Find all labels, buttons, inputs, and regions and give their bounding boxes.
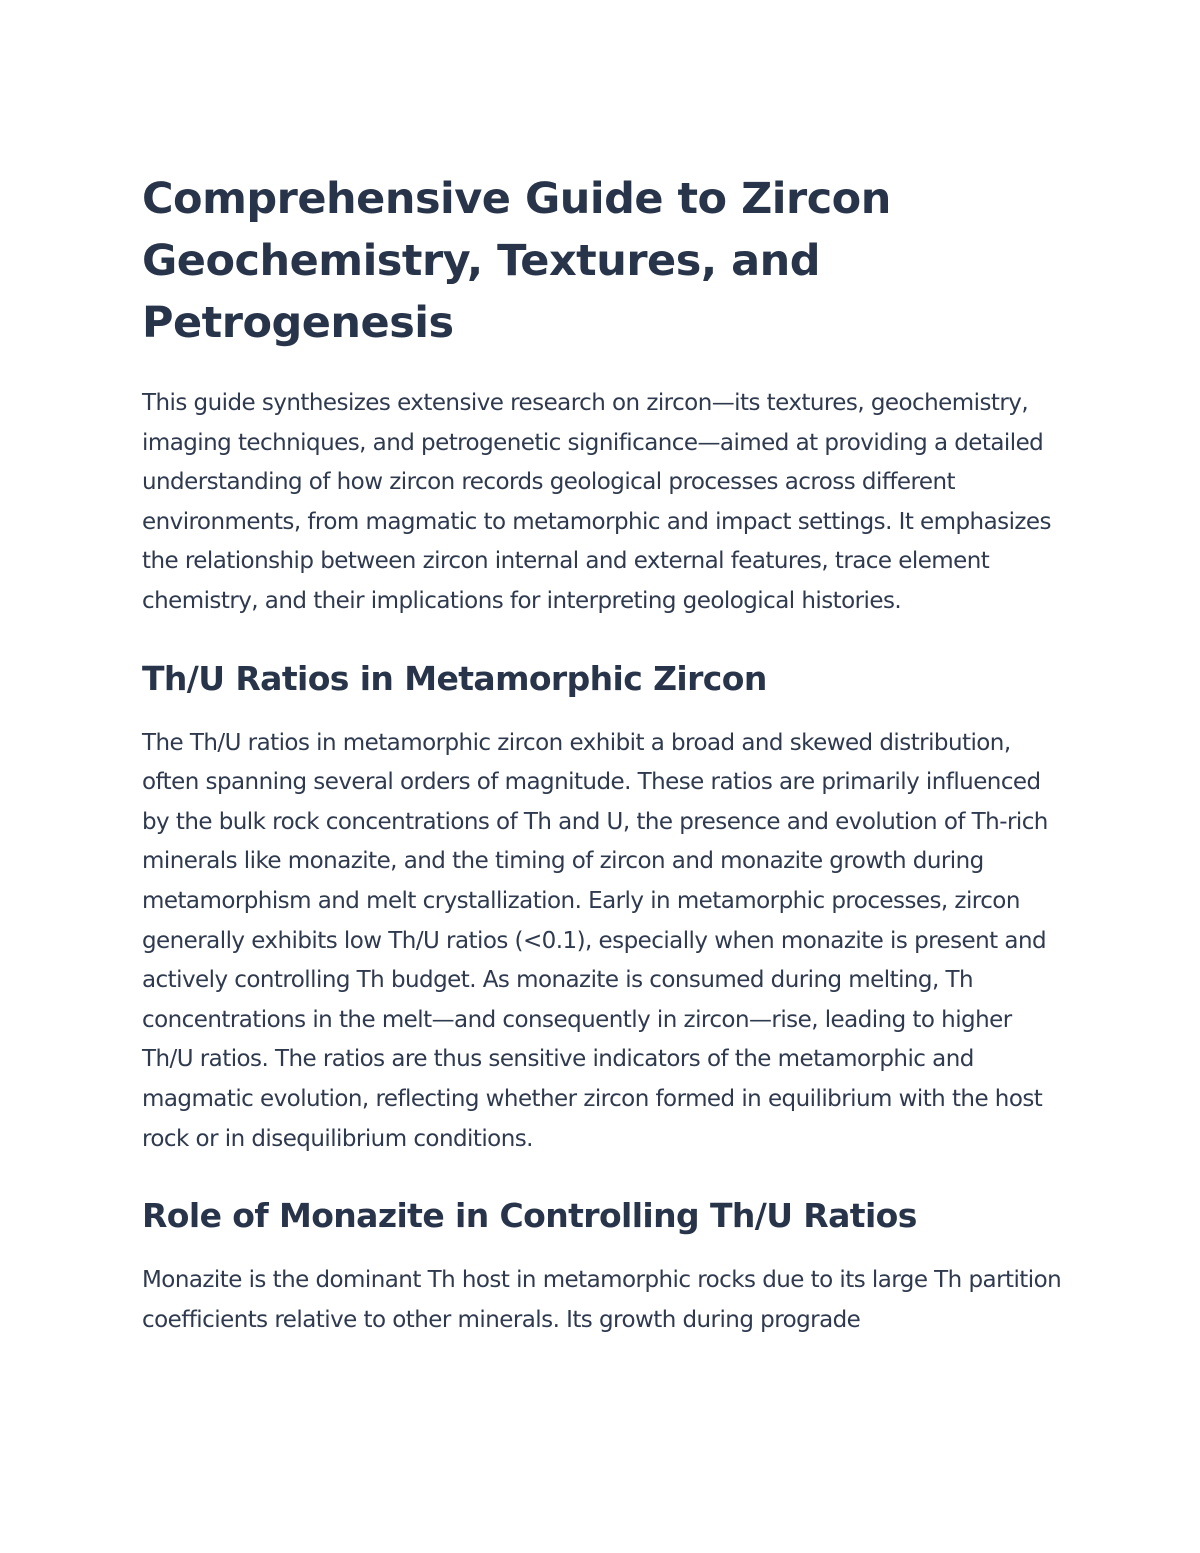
document-page xyxy=(142,168,1064,1340)
section-heading-monazite-role: Role of Monazite in Controlling Th/U Ratios xyxy=(142,1196,917,1236)
section-body-monazite-role: Monazite is the dominant Th host in metamorphic rocks due to its large Th partition coefficients relative to other minerals. Its growth during prograde xyxy=(142,1267,1062,1333)
intro-paragraph: This guide synthesizes extensive research on zircon—its textures, geochemistry, imaging techniques, and petrogenetic significance—aimed at providing a detailed understanding of how zircon records geological processes across different environments, from magmatic to metamorphic and impact settings. It emphasizes the relationship between zircon internal and external features, trace element chemistry, and their implications for interpreting geological histories. xyxy=(142,390,1051,614)
section-heading-th-u-ratios: Th/U Ratios in Metamorphic Zircon xyxy=(142,658,767,698)
section-body-th-u-ratios: The Th/U ratios in metamorphic zircon exhibit a broad and skewed distribution, often spanning several orders of magnitude. These ratios are primarily influenced by the bulk rock concentrations of Th and U, the presence and evolution of Th-rich minerals like monazite, and the timing of zircon and monazite growth during metamorphism and melt crystallization. Early in metamorphic processes, zircon generally exhibits low Th/U ratios (<0.1), especially when monazite is present and actively controlling Th budget. As monazite is consumed during melting, Th concentrations in the melt—and consequently in zircon—rise, leading to higher Th/U ratios. The ratios are thus sensitive indicators of the metamorphic and magmatic evolution, reflecting whether zircon formed in equilibrium with the host rock or in disequilibrium conditions. xyxy=(142,729,1048,1152)
document-title: Comprehensive Guide to Zircon Geochemistry, Textures, and Petrogenesis xyxy=(142,174,891,348)
